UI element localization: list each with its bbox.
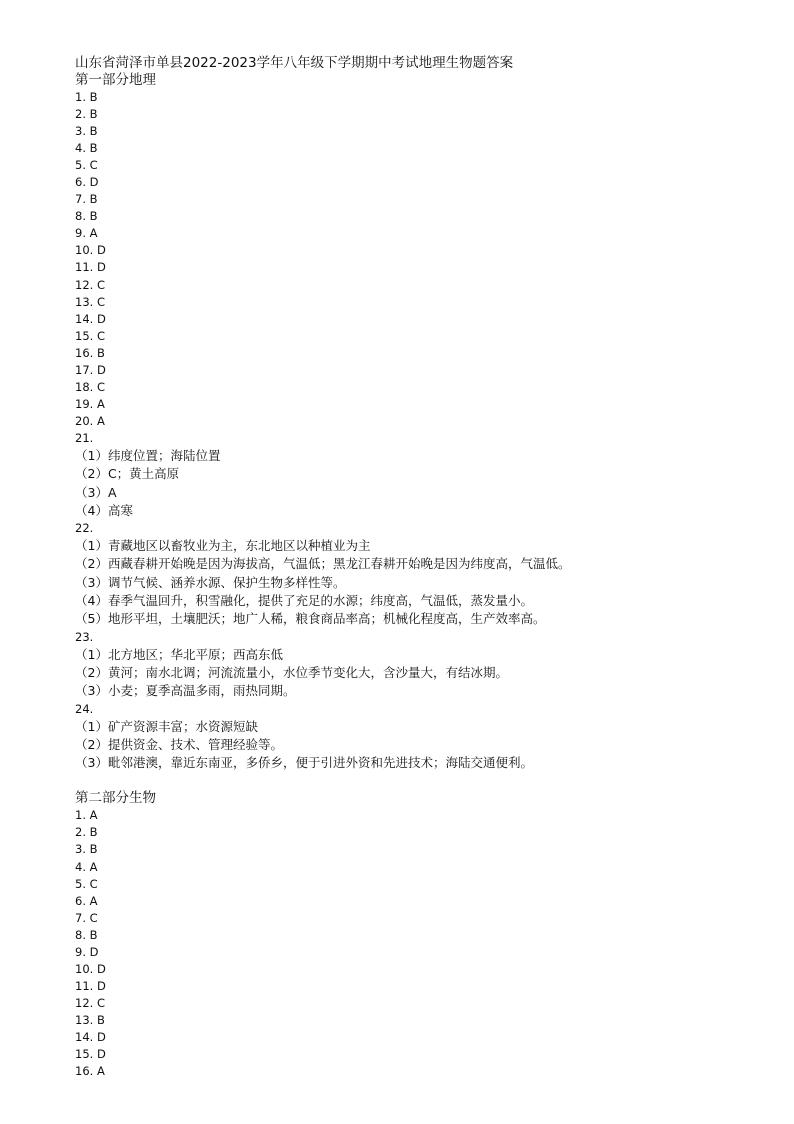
biology-answer-list (75, 807, 775, 1080)
answer-item: 11. D (75, 978, 106, 993)
sub-answer: （5）地形平坦，土壤肥沃；地广人稀，粮食商品率高；机械化程度高，生产效率高。 (75, 611, 546, 627)
answer-item: 16. A (75, 1064, 105, 1079)
geography-question-list (75, 430, 775, 772)
answer-item: 12. C (75, 277, 105, 292)
answer-item: 14. D (75, 311, 106, 326)
sub-answer: （2）提供资金、技术、管理经验等。 (75, 736, 283, 752)
sub-answer: （1）矿产资源丰富；水资源短缺 (75, 718, 258, 734)
answer-item: 6. A (75, 893, 98, 908)
answer-item: 3. B (75, 124, 98, 139)
answer-item: 13. C (75, 294, 105, 309)
question-number: 22. (75, 521, 94, 536)
answer-item: 15. C (75, 328, 105, 343)
answer-item: 11. D (75, 260, 106, 275)
sub-answer: （4）高寒 (75, 502, 133, 518)
answer-item: 4. B (75, 141, 98, 156)
answer-item: 19. A (75, 396, 105, 411)
answer-item: 9. A (75, 226, 98, 241)
answer-item: 14. D (75, 1030, 106, 1044)
answer-item: 7. C (75, 910, 98, 925)
sub-answer: （3）小麦；夏季高温多雨，雨热同期。 (75, 683, 296, 699)
answer-item: 10. D (75, 961, 106, 976)
sub-answer: （3）调节气候、涵养水源、保护生物多样性等。 (75, 574, 346, 590)
geography-answer-list (75, 89, 775, 430)
sub-answer: （1）纬度位置；海陆位置 (75, 447, 221, 463)
sub-answer: （3）毗邻港澳，靠近东南亚，多侨乡，便于引进外资和先进技术；海陆交通便利。 (75, 755, 533, 771)
sub-answer: （2）黄河；南水北调；河流流量小，水位季节变化大，含沙量大，有结冰期。 (75, 664, 508, 680)
document-title: 山东省菏泽市单县2022-2023学年八年级下学期期中考试地理生物题答案 (75, 55, 514, 71)
sub-answer: （2）西藏春耕开始晚是因为海拔高，气温低；黑龙江春耕开始晚是因为纬度高，气温低。 (75, 556, 571, 572)
answer-item: 2. B (75, 107, 98, 122)
answer-item: 8. B (75, 927, 98, 942)
sub-answer: （1）青藏地区以畜牧业为主，东北地区以种植业为主 (75, 538, 371, 554)
answer-item: 5. C (75, 158, 98, 173)
answer-item: 17. D (75, 362, 106, 377)
biology-section-heading: 第二部分生物 (75, 790, 156, 807)
answer-item: 5. C (75, 876, 98, 891)
answer-item: 3. B (75, 842, 98, 857)
answer-item: 18. C (75, 379, 105, 394)
answer-item: 13. B (75, 1012, 105, 1027)
sub-answer: （1）北方地区；华北平原；西高东低 (75, 646, 283, 662)
section-spacer (75, 772, 775, 790)
answer-item: 16. B (75, 345, 105, 360)
answer-item: 6. D (75, 175, 99, 190)
sub-answer: （2）C；黄土高原 (75, 466, 180, 482)
answer-item: 15. D (75, 1047, 106, 1062)
answer-item: 8. B (75, 209, 98, 224)
geography-section-heading: 第一部分地理 (75, 72, 156, 88)
answer-item: 7. B (75, 192, 98, 207)
answer-document (75, 55, 775, 1080)
answer-item: 9. D (75, 944, 99, 959)
answer-item: 1. B (75, 90, 98, 104)
answer-item: 4. A (75, 859, 98, 874)
question-number: 24. (75, 701, 94, 716)
sub-answer: （3）A (75, 484, 117, 500)
answer-item: 20. A (75, 413, 105, 428)
sub-answer: （4）春季气温回升，积雪融化，提供了充足的水源；纬度高，气温低，蒸发量小。 (75, 593, 533, 609)
answer-item: 12. C (75, 995, 105, 1010)
answer-item: 1. A (75, 808, 98, 823)
answer-item: 10. D (75, 243, 106, 258)
question-number: 23. (75, 629, 94, 644)
question-number: 21. (75, 430, 94, 445)
answer-item: 2. B (75, 825, 98, 840)
